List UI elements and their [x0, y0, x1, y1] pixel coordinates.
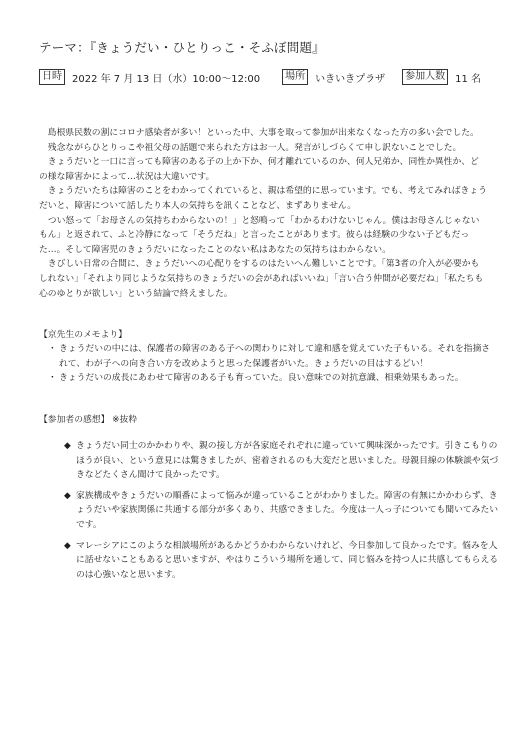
body-paragraph: つい怒って「お母さんの気持ちわからないの！」と怒鳴って「わかるわけないじゃん。僕はお母さんじゃないもん」と返されて、ふと冷静になって「そうだね」と言ったことがあります。彼らは経験の少ない子どもだった…。そして障害児のきょうだいになったことのない私はあなたの気持ちはわからない。 — [39, 215, 480, 255]
participant-count-value: 11 名 — [455, 73, 481, 85]
voice-text: 家族構成やきょうだいの順番によって悩みが違っていることがわかりました。障害の有無にかかわらず、きょうだいや家族関係に共通する部分が多くあり、共感できました。今度は一人っ子についても聞いてみたいです。 — [76, 490, 499, 530]
voice-item — [64, 539, 504, 583]
memo-text: きょうだいの成長にあわせて障害のある子も育っていた。良い意味での対抗意識、相乗効果もあった。 — [59, 373, 464, 384]
voice-item — [64, 489, 504, 533]
body-paragraph: 島根県民数の割にコロナ感染者が多い！といった中、大事を取って参加が出来なくなった方の多い会でした。 — [47, 128, 479, 138]
diamond-bullet-icon: ◆ — [64, 540, 71, 551]
memo-item — [48, 371, 498, 386]
place-label: 場所 — [282, 69, 308, 85]
memo-heading: 【京先生のメモより】 — [39, 330, 127, 340]
participant-count-label: 参加人数 — [402, 69, 448, 85]
voice-text: きょうだい同士のかかわりや、親の接し方が各家庭それぞれに違っていて興味深かったです。引きこもりのほうが良い、という意見には驚きましたが、密着されるのも大変だと思いました。母親目線の体験談や気づきなどたくさん聞けて良かったです。 — [76, 441, 499, 481]
body-paragraph: きょうだいたちは障害のことをわかってくれていると、親は希望的に思っています。でも、考えてみればきょうだいと、障害について話したり本人の気持ちを訊くことなど、まずありません。 — [39, 186, 487, 211]
body-paragraph: きびしい日常の合間に、きょうだいへの心配りをするのはたいへん難しいことです。「第3者の介入が必要かもしれない」「それより同じような気持ちのきょうだいの会があればいいね」「言い合う仲間が必要だね」「私たちも心のゆとりが欲しい」という結論で終えました。 — [39, 259, 484, 299]
memo-text: きょうだいの中には、保護者の障害のある子への関わりに対して違和感を覚えていた子もいる。それを指摘されて、わが子への向き合い方を改めようと思った保護者がいた。きょうだいの目はするどい！ — [59, 344, 491, 369]
body-paragraph: 残念ながらひとりっこや祖父母の話題で来られた方はお一人。発言がしづらくて申し訳ないことでした。 — [47, 142, 462, 153]
document-title: テーマ：『きょうだい・ひとりっこ・そふぼ問題』 — [39, 40, 325, 55]
bullet-mark: ・ — [48, 373, 57, 384]
voice-text: マレーシアにこのような相談場所があるかどうかわからないけれど、今日参加して良かったです。悩みを人に話せないこともあると思いますが、やはりこういう場所を通して、同じ悩みを持つ人に共感してもらえるのは心強いなと思います。 — [76, 540, 499, 580]
meeting-info-row — [39, 69, 481, 85]
voice-item — [64, 439, 504, 483]
voices-heading: 【参加者の感想】 ※抜粋 — [39, 415, 138, 425]
report-body — [39, 126, 487, 301]
bullet-mark: ・ — [48, 344, 57, 354]
body-paragraph: きょうだいと一口に言っても障害のある子の上か下か、何才離れているのか、何人兄弟か、同性か異性か、どの様な障害かによって…状況は大違いです。 — [39, 157, 479, 182]
place-value: いきいきプラザ — [315, 73, 386, 85]
memo-list — [48, 342, 498, 386]
diamond-bullet-icon: ◆ — [64, 441, 71, 451]
date-value: 2022 年 7 月 13 日（水）10:00～12:00 — [72, 73, 261, 85]
diamond-bullet-icon: ◆ — [64, 490, 71, 501]
memo-item — [48, 342, 498, 371]
voices-list — [64, 439, 504, 582]
date-label: 日時 — [39, 69, 65, 85]
